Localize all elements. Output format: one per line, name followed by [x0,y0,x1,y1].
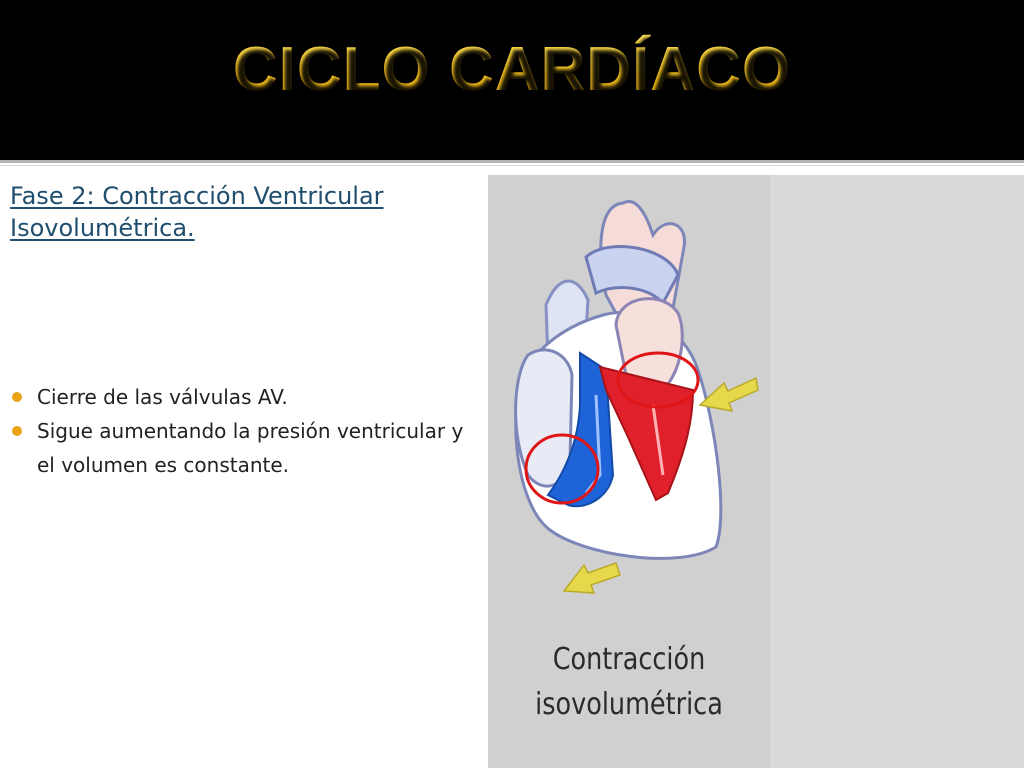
figure-caption-line-2: isovolumétrica [535,687,723,722]
figure-caption-line-1: Contracción [552,642,706,677]
phase-heading-line-1: Fase 2: Contracción Ventricular [10,182,384,210]
bullet-item [10,380,480,414]
blank-gray-panel [770,175,1024,768]
right-atrium-shape [516,350,572,486]
heart-figure-panel [488,175,770,768]
phase-heading-line-2: Isovolumétrica. [10,214,195,242]
bullet-text: Sigue aumentando la presión ventricular y el volumen es constante. [37,419,464,477]
bullet-text: Cierre de las válvulas AV. [37,385,288,409]
bullet-dot-icon [12,392,22,402]
phase-heading [10,180,480,244]
bullet-dot-icon [12,426,22,436]
title-bar [0,0,1024,160]
arrow-icon [700,378,758,411]
arrow-icon [564,563,620,593]
heart-diagram [488,175,770,635]
bullet-item [10,414,480,482]
figure-caption [509,637,749,727]
divider-line-thin [0,165,1024,166]
divider-line [0,160,1024,163]
slide-title: CICLO CARDÍACO [0,34,1024,105]
bullet-list [10,380,480,482]
